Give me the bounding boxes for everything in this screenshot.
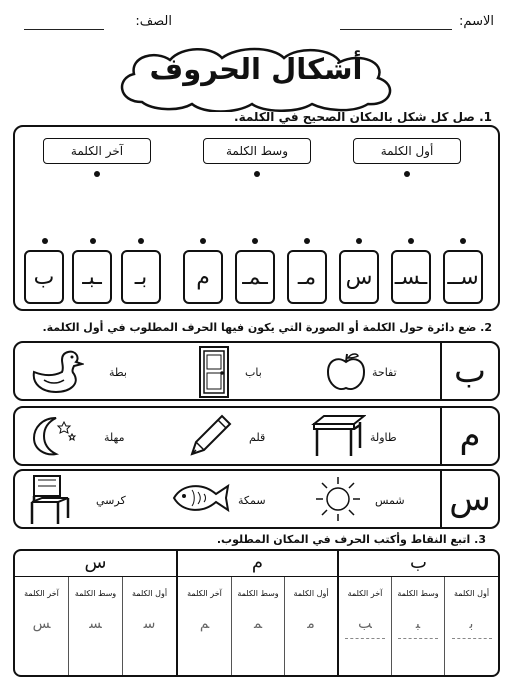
label-first: أول الكلمة — [353, 138, 461, 164]
q2-instruction: 2. ضع دائرة حول الكلمة أو الصورة التي يكون فيها الحرف المطلوب في أول الكلمة. — [42, 321, 492, 334]
card-dot[interactable] — [304, 238, 310, 244]
class-label: الصف: — [135, 14, 172, 29]
word-duck[interactable]: بطة — [109, 366, 127, 379]
word-sun[interactable]: شمس — [375, 494, 405, 507]
trace-letter[interactable]: ﺐ — [358, 616, 372, 632]
name-label: الاسم: — [459, 14, 494, 29]
letter-card: ب — [24, 250, 64, 304]
trace-letter[interactable]: ﻤ — [253, 616, 263, 632]
pencil-icon[interactable] — [184, 410, 234, 462]
trace-letter[interactable]: ﺲ — [32, 616, 51, 632]
word-apple[interactable]: تفاحة — [372, 366, 397, 379]
card-dot[interactable] — [356, 238, 362, 244]
apple-icon[interactable] — [324, 350, 368, 394]
q3-header-line — [15, 576, 498, 577]
word-pen[interactable]: قلم — [249, 431, 266, 444]
trace-letter[interactable]: ﻢ — [199, 616, 210, 632]
label-last: آخر الكلمة — [43, 138, 151, 164]
sun-icon[interactable] — [312, 473, 364, 525]
col-label: آخر الكلمة — [347, 589, 383, 598]
label-middle-dot[interactable] — [254, 171, 260, 177]
moon-icon[interactable] — [30, 412, 80, 458]
col-label: آخر الكلمة — [24, 589, 59, 598]
col-label: أول الكلمة — [293, 589, 329, 598]
trace-letter[interactable]: ﺴ — [89, 616, 102, 632]
letter-card: ـمـ — [235, 250, 275, 304]
letter-card: ـسـ — [391, 250, 431, 304]
card-dot[interactable] — [460, 238, 466, 244]
col-label: آخر الكلمة — [187, 589, 222, 598]
trace-letter[interactable]: ﺒ — [415, 616, 421, 632]
label-middle: وسط الكلمة — [203, 138, 311, 164]
card-dot[interactable] — [138, 238, 144, 244]
letter-card: مـ — [287, 250, 327, 304]
word-table[interactable]: طاولة — [370, 431, 397, 444]
q3-instruction: 3. اتبع النقاط وأكتب الحرف في المكان المطلوب. — [216, 533, 486, 546]
letter-card: ســ — [443, 250, 483, 304]
trace-letter[interactable]: ﻣ — [307, 616, 315, 632]
label-first-dot[interactable] — [404, 171, 410, 177]
word-door[interactable]: باب — [245, 366, 262, 379]
row-letter: س — [449, 479, 491, 519]
letter-card: بـ — [121, 250, 161, 304]
col-label: وسط الكلمة — [74, 589, 117, 598]
card-dot[interactable] — [200, 238, 206, 244]
col-label: وسط الكلمة — [397, 589, 439, 598]
trace-baseline — [345, 638, 385, 639]
duck-icon[interactable] — [28, 346, 84, 396]
card-dot[interactable] — [42, 238, 48, 244]
group-letter-seen: س — [84, 552, 107, 573]
card-dot[interactable] — [90, 238, 96, 244]
class-field[interactable] — [24, 29, 104, 30]
row-letter: م — [459, 416, 481, 456]
group-letter-ba: ب — [410, 552, 427, 573]
q1-instruction: 1. صل كل شكل بالمكان الصحيح في الكلمة. — [234, 110, 492, 124]
label-last-dot[interactable] — [94, 171, 100, 177]
word-chair[interactable]: كرسي — [96, 494, 126, 507]
card-dot[interactable] — [408, 238, 414, 244]
letter-card: س — [339, 250, 379, 304]
group-letter-meem: م — [251, 552, 264, 573]
trace-letter[interactable]: ﺑ — [469, 616, 474, 632]
word-fish[interactable]: سمكة — [238, 494, 266, 507]
fish-icon[interactable] — [168, 478, 234, 520]
row-letter: ب — [453, 351, 486, 391]
trace-letter[interactable]: ﺳ — [143, 616, 156, 632]
letter-card: ـبـ — [72, 250, 112, 304]
table-icon[interactable] — [310, 412, 366, 460]
col-label: أول الكلمة — [131, 589, 168, 598]
col-label: وسط الكلمة — [237, 589, 279, 598]
chair-icon[interactable] — [26, 472, 72, 528]
door-icon[interactable] — [196, 345, 232, 399]
name-field[interactable] — [340, 29, 452, 30]
card-dot[interactable] — [252, 238, 258, 244]
letter-card: م — [183, 250, 223, 304]
trace-baseline — [398, 638, 438, 639]
page-title: أشكال الحروف — [149, 52, 363, 86]
word-mahla[interactable]: مهلة — [104, 431, 125, 444]
col-label: أول الكلمة — [453, 589, 490, 598]
trace-baseline — [452, 638, 492, 639]
